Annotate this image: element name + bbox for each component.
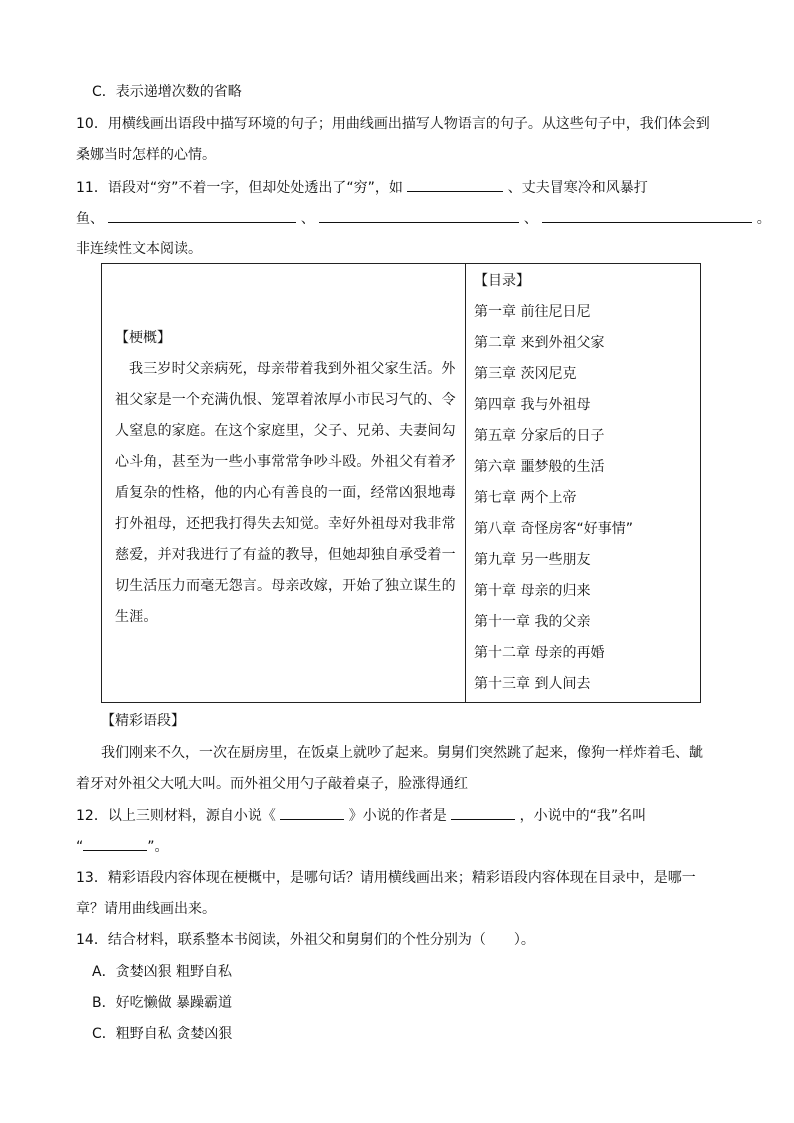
q12-open-quote: “ <box>76 839 84 855</box>
toc-item: 第三章 茨冈尼克 <box>474 366 577 382</box>
q11-answer-blank-1[interactable] <box>407 177 503 192</box>
toc-item: 第一章 前往尼日尼 <box>474 304 591 320</box>
q9-option-c: C．表示递增次数的省略 <box>92 84 242 100</box>
q10-line-2: 桑娜当时怎样的心情。 <box>76 147 216 163</box>
q13-line-1: 13．精彩语段内容体现在梗概中，是哪句话？请用横线画出来；精彩语段内容体现在目录中，是哪一 <box>76 870 696 886</box>
toc-item: 第七章 两个上帝 <box>474 490 577 506</box>
toc-item: 第十二章 母亲的再婚 <box>474 645 605 661</box>
q14-option-a[interactable]: A．贪婪凶狠 粗野自私 <box>92 964 233 980</box>
toc-item: 第二章 来到外祖父家 <box>474 335 605 351</box>
q12-stem-c: ，小说中的“我”名叫 <box>519 808 647 824</box>
q12-close-quote: ”。 <box>147 839 169 855</box>
q11-stem-suffix: 、丈夫冒寒冷和风暴打 <box>507 180 648 196</box>
table-divider <box>465 264 466 702</box>
q12-stem-b: 》小说的作者是 <box>348 808 447 824</box>
summary-text: 我三岁时父亲病死，母亲带着我到外祖父家生活。外祖父家是一个充满仇恨、笼罩着浓厚小市民习气的、令人窒息的家庭。在这个家庭里，父子、兄弟、夫妻间勾心斗角，甚至为一些小事常常争吵斗殴。外祖父有着矛盾复杂的性格，他的内心有善良的一面，经常凶狠地毒打外祖母，还把我打得失去知觉。幸好外祖母对我非常慈爱，并对我进行了有益的教导，但她却独自承受着一切生活压力而毫无怨言。母亲改嫁，开始了独立谋生的生涯。 <box>115 361 456 625</box>
q11-sep-1: 、 <box>300 211 315 227</box>
toc-item: 第五章 分家后的日子 <box>474 428 605 444</box>
excerpt-line-1: 我们刚来不久，一次在厨房里，在饭桌上就吵了起来。舅舅们突然跳了起来，像狗一样炸着毛、龇 <box>101 745 703 761</box>
q11-stem: 11．语段对“穷”不着一字，但却处处透出了“穷”，如 <box>76 180 403 196</box>
toc-item: 第八章 奇怪房客“好事情” <box>474 521 633 537</box>
q14-option-c[interactable]: C．粗野自私 贪婪凶狠 <box>92 1026 233 1042</box>
excerpt-heading: 【精彩语段】 <box>101 713 185 729</box>
q11-sep-2: 、 <box>523 211 538 227</box>
q14-option-b[interactable]: B．好吃懒做 暴躁霸道 <box>92 995 233 1011</box>
summary-heading: 【梗概】 <box>115 330 171 346</box>
q12-title-blank[interactable] <box>280 805 344 820</box>
toc-item: 第十章 母亲的归来 <box>474 583 591 599</box>
q14-stem: 14．结合材料，联系整本书阅读，外祖父和舅舅们的个性分别为（ ）。 <box>76 932 535 948</box>
q12-author-blank[interactable] <box>451 805 515 820</box>
q11-answer-blank-4[interactable] <box>542 208 752 223</box>
q11-line-1 <box>76 177 648 198</box>
q11-line-2 <box>76 208 771 229</box>
q11-line2-prefix: 鱼、 <box>76 211 104 227</box>
q10-line-1: 10．用横线画出语段中描写环境的句子；用曲线画出描写人物语言的句子。从这些句子中，我们体会到 <box>76 116 710 132</box>
toc-heading: 【目录】 <box>474 273 530 289</box>
summary-cell <box>115 328 461 633</box>
toc-item: 第六章 噩梦般的生活 <box>474 459 605 475</box>
q13-line-2: 章？请用曲线画出来。 <box>76 901 216 917</box>
toc-item: 第十三章 到人间去 <box>474 676 591 692</box>
q11-answer-blank-3[interactable] <box>319 208 519 223</box>
excerpt-line-2: 着牙对外祖父大吼大叫。而外祖父用勺子敲着桌子，脸涨得通红 <box>76 776 468 792</box>
q11-answer-blank-2[interactable] <box>108 208 296 223</box>
toc-item: 第十一章 我的父亲 <box>474 614 591 630</box>
toc-item: 第九章 另一些朋友 <box>474 552 591 568</box>
toc-item: 第四章 我与外祖母 <box>474 397 591 413</box>
section-title: 非连续性文本阅读。 <box>76 241 202 257</box>
q12-line-2 <box>76 836 169 857</box>
q11-end: 。 <box>756 211 771 227</box>
q12-name-blank[interactable] <box>83 836 147 851</box>
material-table <box>101 263 701 703</box>
q12-stem-a: 12．以上三则材料，源自小说《 <box>76 808 276 824</box>
q12-line-1 <box>76 805 646 826</box>
